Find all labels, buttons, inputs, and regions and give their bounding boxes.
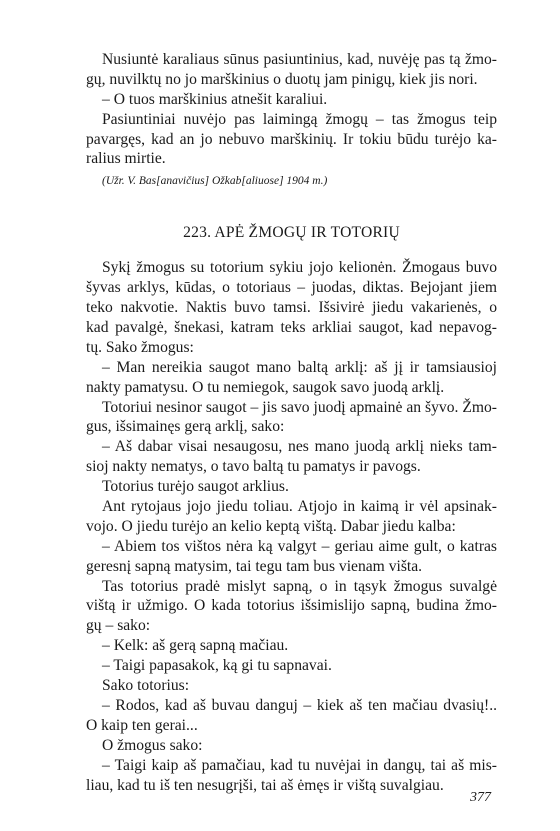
- text-line: Tas totorius pradė mislyt sapną, o in tąsyk žmogus suvalgė: [102, 577, 497, 595]
- page-number: 377: [470, 790, 491, 805]
- text-line: teko nakvotie. Naktis buvo tamsi. Išsivirė jiedu vakarienės, o: [86, 299, 497, 317]
- story-text: [86, 258, 497, 795]
- text-line: O kaip ten gerai...: [86, 716, 198, 734]
- text-line: O žmogus sako:: [102, 736, 203, 754]
- text-line: gus, išsimainęs gerą arklį, sako:: [86, 418, 285, 436]
- text-line: – O tuos marškinius atnešit karaliui.: [102, 90, 328, 108]
- text-line: Pasiuntiniai nuvėjo pas laimingą žmogų – tas žmogus teip: [102, 110, 497, 128]
- text-line: liau, kad tu iš ten nesugrįši, tai aš ėmęs ir vištą suvalgiau.: [86, 776, 444, 794]
- book-page: [86, 50, 497, 795]
- text-line: Nusiuntė karaliaus sūnus pasiuntinius, kad, nuvėję pas tą žmo-: [102, 51, 497, 68]
- text-line: – Taigi kaip aš pamačiau, kad tu nuvėjai in dangų, tai aš mis-: [102, 756, 497, 774]
- text-line: geresnį sapną matysim, tai tegu tam bus vienam višta.: [86, 557, 423, 575]
- text-line: tų. Sako žmogus:: [86, 338, 194, 356]
- text-line: Sykį žmogus su totorium sykiu jojo kelionėn. Žmogaus buvo: [102, 259, 497, 277]
- intro-text: [86, 50, 497, 169]
- text-line: kad pavalgė, šnekasi, katram teks arkliai saugot, kad nepavog-: [86, 319, 497, 337]
- text-line: – Aš dabar visai nesaugosu, nes mano juodą arklį nieks tam-: [102, 438, 497, 456]
- text-line: gų – sako:: [86, 617, 151, 635]
- text-line: Ant rytojaus jojo jiedu toliau. Atjojo in kaimą ir vėl apsinak-: [102, 498, 497, 516]
- text-line: – Kelk: aš gerą sapną mačiau.: [102, 637, 289, 655]
- text-line: nakty pamatysu. O tu nemiegok, saugok savo juodą arklį.: [86, 378, 445, 396]
- text-line: – Rodos, kad aš buvau danguj – kiek aš ten mačiau dvasių!..: [102, 696, 497, 714]
- text-line: gų, nuvilktų no jo marškinius o duotų jam pinigų, kiek jis nori.: [86, 70, 478, 88]
- text-line: ralius mirtie.: [86, 150, 166, 168]
- text-line: vojo. O jiedu turėjo an kelio keptą vištą. Dabar jiedu kalba:: [86, 517, 456, 535]
- text-line: pavargęs, kad an jo nebuvo marškinių. Ir tokiu būdu turėjo ka-: [86, 130, 497, 148]
- story-title: 223. APĖ ŽMOGŲ IR TOTORIŲ: [183, 224, 400, 242]
- text-line: – Abiem tos vištos nėra ką valgyt – geriau aime gult, o katras: [102, 537, 497, 555]
- text-line: Sako totorius:: [102, 677, 190, 695]
- text-line: Totorius turėjo saugot arklius.: [102, 478, 289, 496]
- text-line: – Taigi papasakok, ką gi tu sapnavai.: [102, 657, 332, 675]
- source-note: (Užr. V. Bas[anavičius] Ožkab[aliuose] 1904 m.): [102, 175, 328, 188]
- text-line: šyvas arklys, kūdas, o totoriaus – juodas, diktas. Bejojant jiem: [86, 279, 497, 297]
- text-line: Totoriui nesinor saugot – jis savo juodį apmainė an šyvo. Žmo-: [102, 398, 497, 416]
- text-line: vištą ir užmigo. O kada totorius išsimislijo sapną, budina žmo-: [86, 597, 497, 615]
- text-line: sioj nakty nematys, o tavo baltą tu pamatys ir pavogs.: [86, 458, 421, 476]
- text-line: – Man nereikia saugot mano baltą arklį: aš jį ir tamsiausioj: [102, 358, 497, 376]
